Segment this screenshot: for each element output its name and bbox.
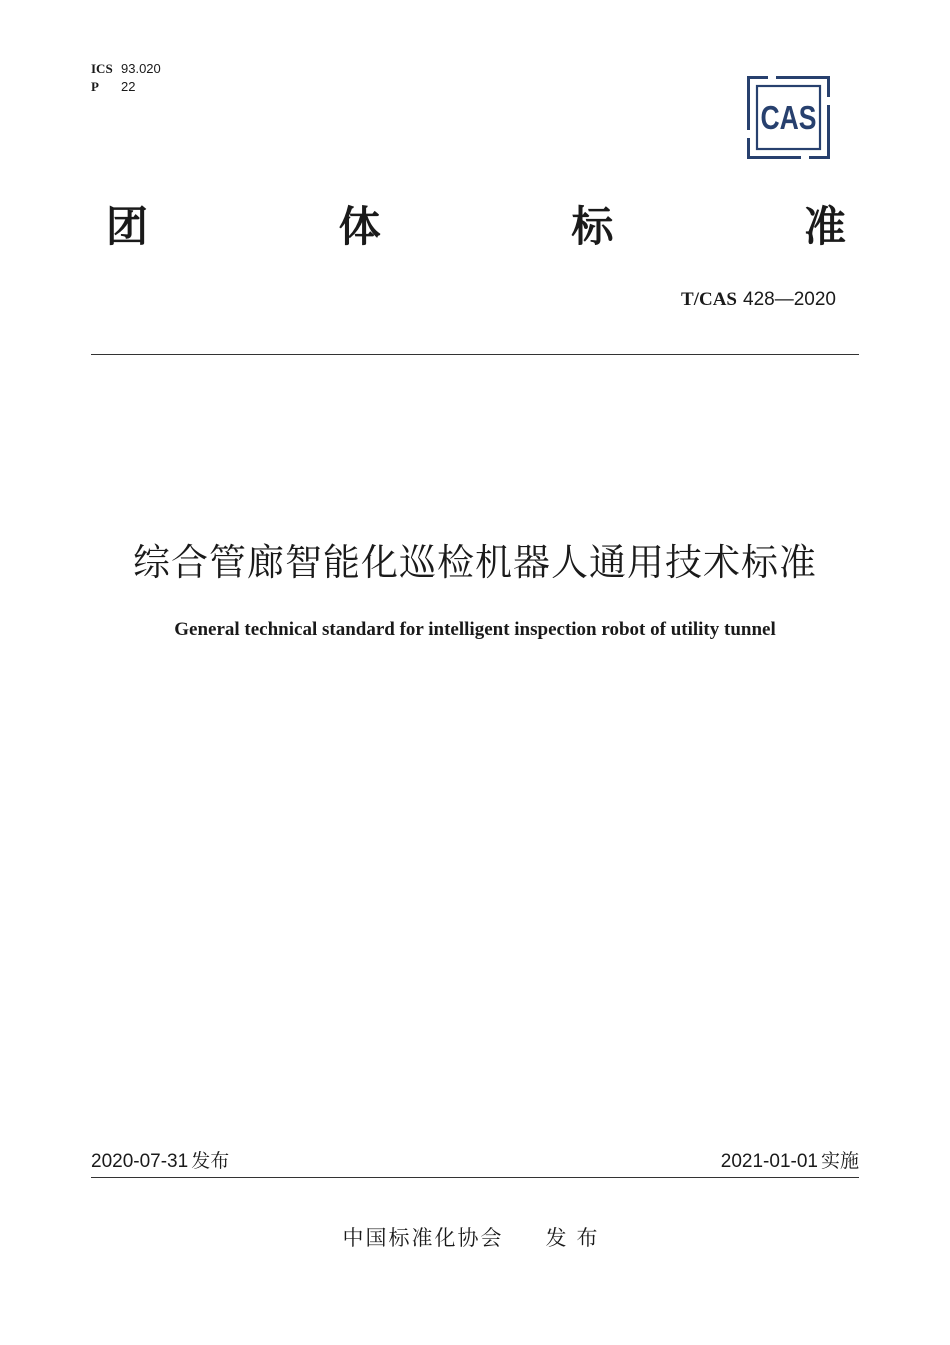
standard-type-char: 准	[803, 202, 846, 251]
release-date	[91, 1146, 229, 1173]
standard-type-heading	[106, 196, 846, 252]
ccs-line	[91, 78, 161, 96]
standard-code-number: 428—2020	[743, 289, 836, 310]
release-date-value: 2020-07-31	[91, 1151, 189, 1172]
standard-type-char: 标	[571, 202, 614, 251]
ccs-value: 22	[121, 79, 136, 94]
footer-divider	[91, 1177, 859, 1178]
ics-line	[91, 60, 161, 78]
ics-value: 93.020	[121, 61, 161, 76]
cas-logo-mark	[750, 79, 827, 156]
cas-logo-text: CAS	[760, 99, 817, 136]
implementation-date-value: 2021-01-01	[720, 1151, 818, 1172]
publisher-org: 中国标准化协会	[342, 1226, 504, 1250]
standard-code	[681, 288, 836, 311]
publisher-action: 发布	[545, 1226, 608, 1250]
classification-codes	[91, 60, 161, 96]
standard-type-char: 体	[338, 202, 381, 251]
ccs-label: P	[91, 79, 99, 94]
implementation-label: 实施	[820, 1150, 859, 1172]
title-chinese: 综合管廊智能化巡检机器人通用技术标准	[133, 541, 817, 584]
release-label: 发布	[191, 1150, 230, 1172]
cas-logo	[747, 76, 830, 159]
implementation-date	[721, 1146, 859, 1173]
ics-label: ICS	[91, 61, 113, 76]
header-divider	[91, 354, 859, 355]
standard-code-prefix: T/CAS	[681, 289, 737, 310]
publisher	[0, 1222, 950, 1252]
standard-type-char: 团	[106, 202, 149, 251]
title-english: General technical standard for intelligent inspection robot of utility tunnel	[174, 619, 776, 640]
